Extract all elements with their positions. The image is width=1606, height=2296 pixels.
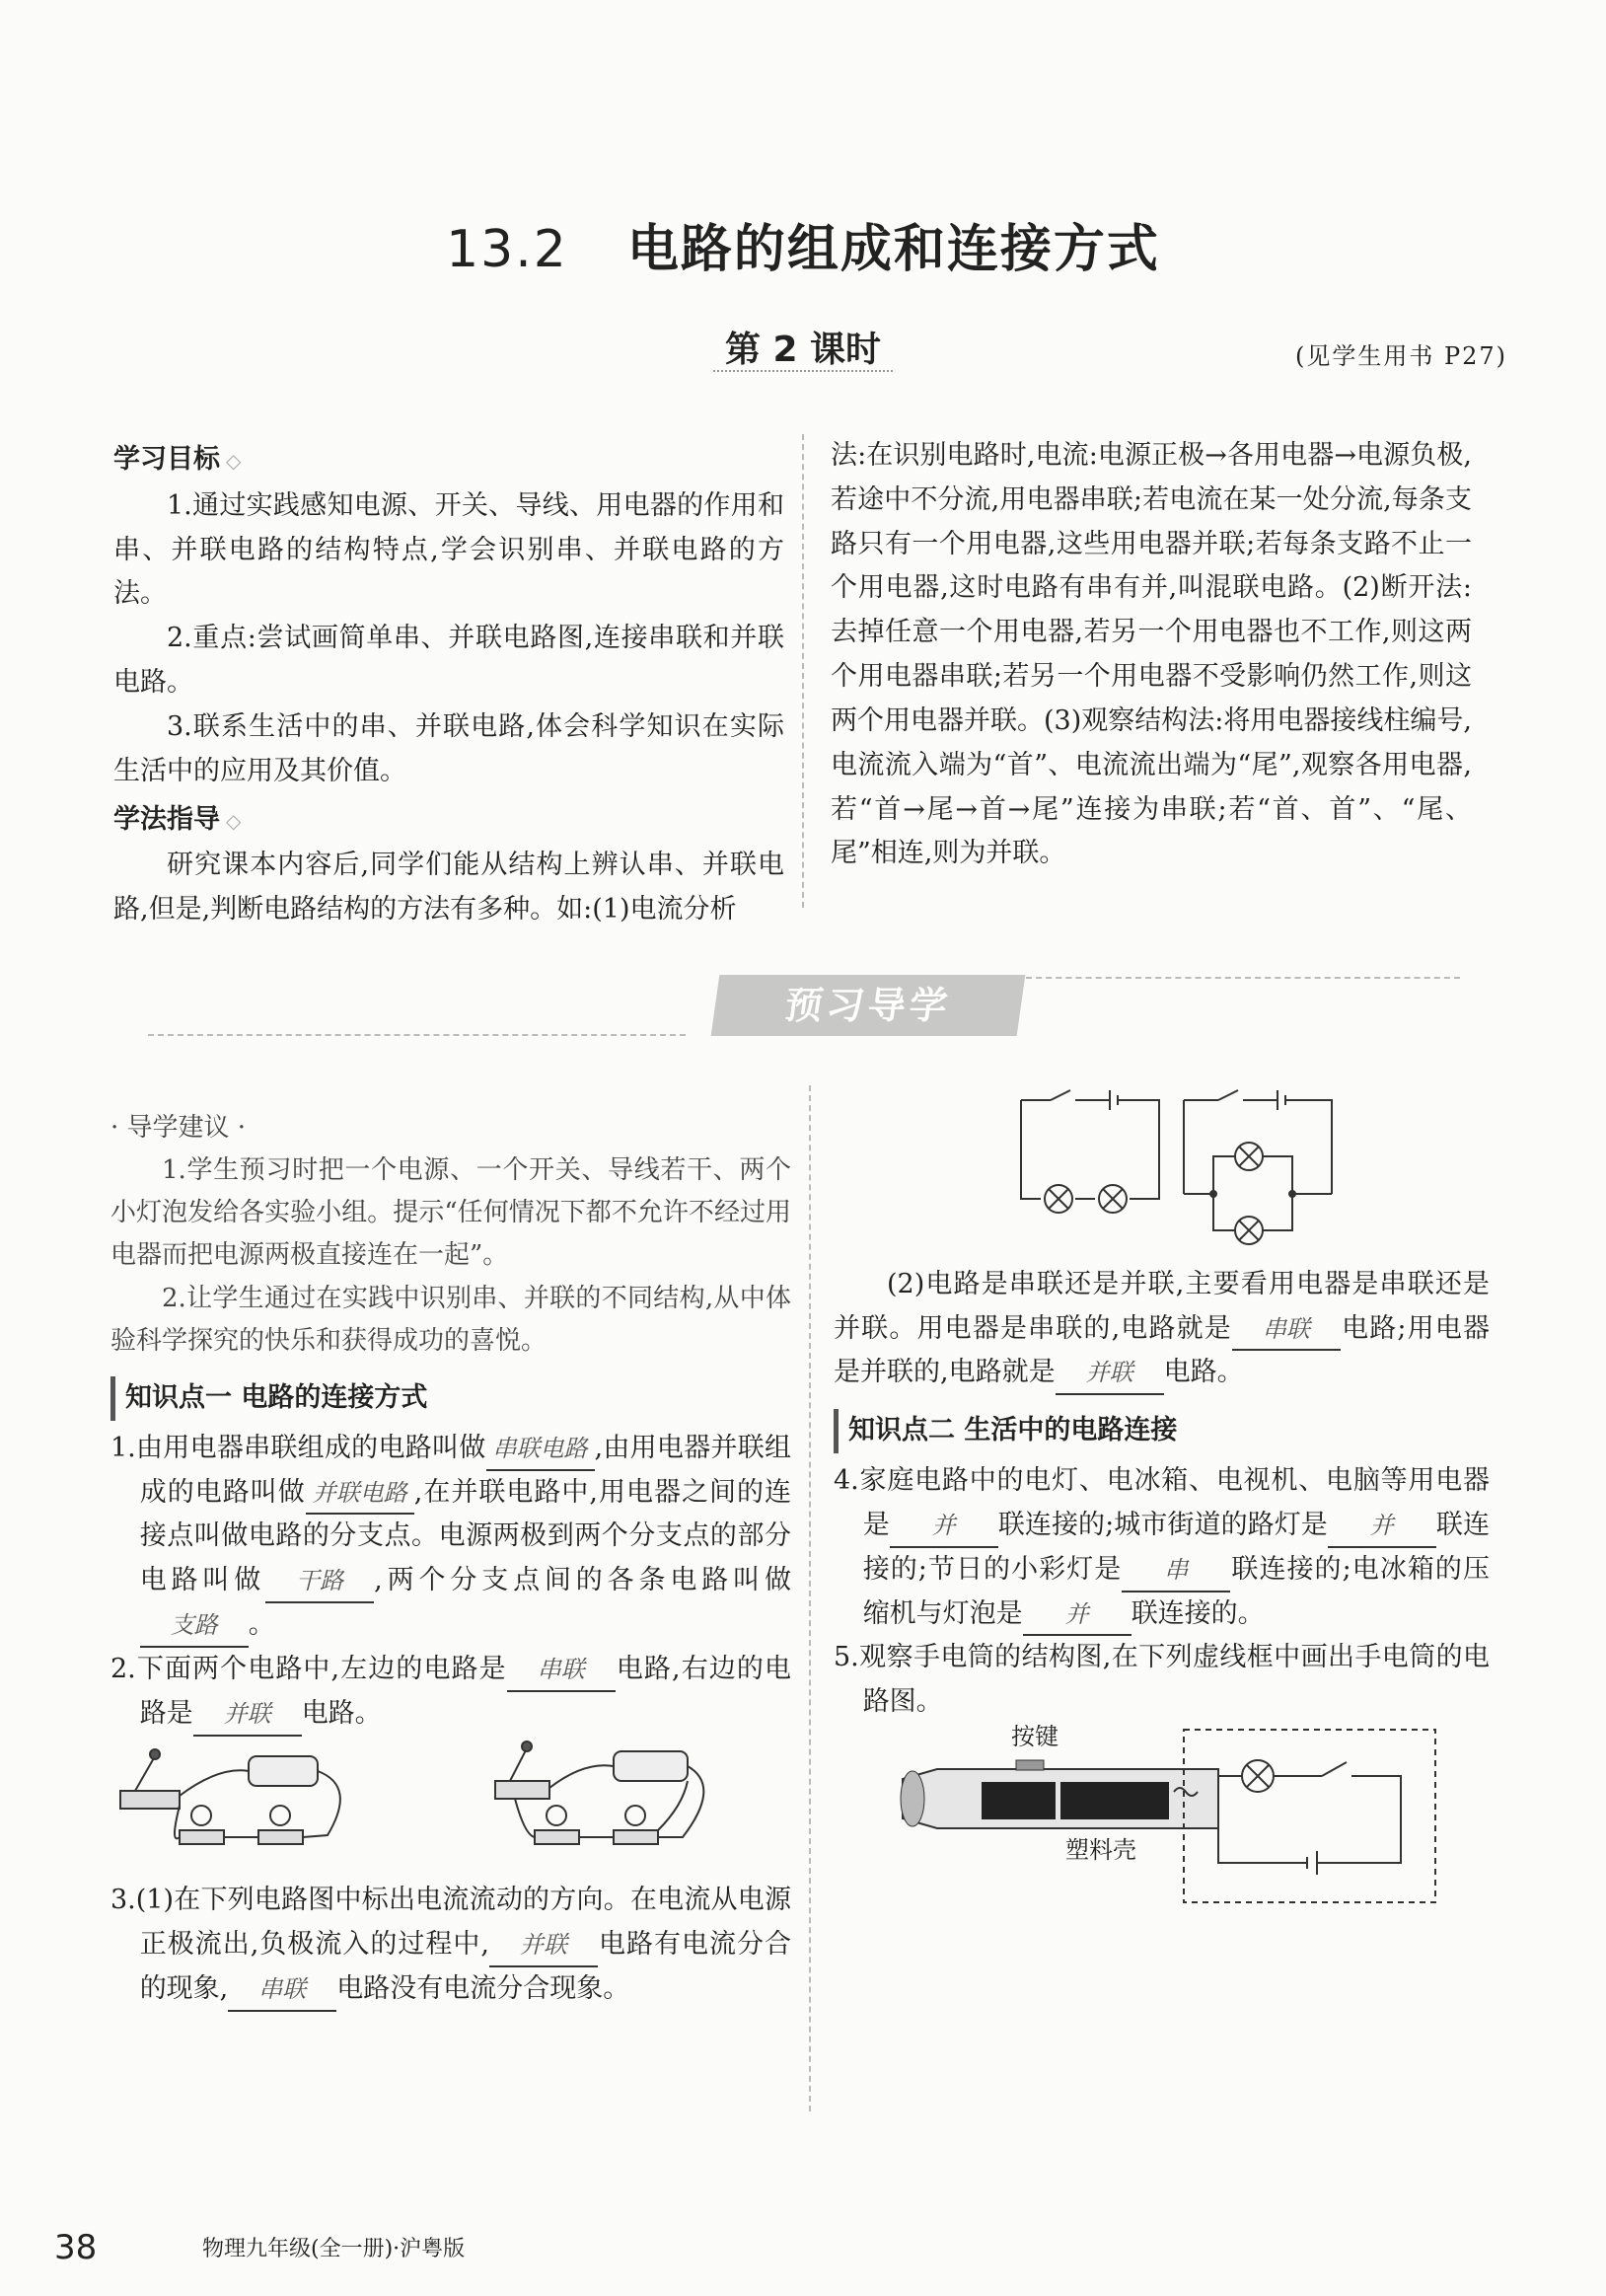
guide-item: 1.学生预习时把一个电源、一个开关、导线若干、两个小灯泡发给各实验小组。提示“任何情况下都不允许不经过用电器而把电源两极直接连在一起”。 (110, 1155, 791, 1271)
section-number: 13.2 (446, 220, 568, 279)
answer-blank[interactable]: 串联 (507, 1651, 616, 1692)
objective-item: 1.通过实践感知电源、开关、导线、用电器的作用和串、并联电路的结构特点,学会识别串、并联电路的方法。 (113, 489, 784, 610)
answer-blank[interactable]: 串联电路 (486, 1430, 595, 1471)
guide-item: 2.让学生通过在实践中识别串、并联的不同结构,从中体验科学探究的快乐和获得成功的喜悦。 (110, 1283, 791, 1356)
question-4: 4.家庭电路中的电灯、电冰箱、电视机、电脑等用电器是 并 联连接的;城市街道的路灯是 并 联连接的;节日的小彩灯是 串 联连接的;电冰箱的压缩机与灯泡是 并 联连接的。 (834, 1459, 1490, 1636)
answer-blank[interactable]: 支路 (140, 1606, 249, 1648)
column-divider (802, 434, 804, 908)
physical-circuits-figure (110, 1737, 791, 1865)
guide-box (110, 1107, 791, 1363)
knowledge-point-2-heading: 知识点二 生活中的电路连接 (834, 1409, 1490, 1453)
series-circuit-diagram (1021, 1090, 1159, 1213)
answer-blank[interactable]: 并 (1023, 1595, 1132, 1637)
question-3-part-2: (2)电路是串联还是并联,主要看用电器是串联还是并联。用电器是串联的,电路就是 串联 电路;用电器是并联的,电路就是 并联 电路。 (834, 1263, 1490, 1395)
objective-item: 3.联系生活中的串、并联电路,体会科学知识在实际生活中的应用及其价值。 (113, 710, 784, 786)
objectives-column (113, 434, 784, 932)
key-label: 按键 (1011, 1725, 1058, 1751)
method-text-right: 法:在识别电路时,电流:电源正极→各用电器→电源负极,若途中不分流,用电器串联;若电流在某一处分流,每条支路只有一个用电器,这些用电器并联;若每条支路不止一个用电器,这时电路有串有并,叫混联电路。(2)断开法:去掉任意一个用电器,若另一个用电器也不工作,则这两个用电器串联;若另一个用电器不受影响仍然工作,则这两个用电器并联。(3)观察结构法:将用电器接线柱编号,电流流入端为“首”、电流流出端为“尾”,观察各用电器,若“首→尾→首→尾”连接为串联;若“首、首”、“尾、尾”相连,则为并联。 (831, 440, 1472, 869)
answer-blank[interactable]: 串联 (228, 1970, 336, 2012)
section-title (0, 207, 1606, 292)
question-5: 5.观察手电筒的结构图,在下列虚线框中画出手电筒的电路图。 (834, 1642, 1490, 1718)
lower-right-column (834, 1085, 1490, 1927)
question-3: 3.(1)在下列电路图中标出电流流动的方向。在电流从电源正极流出,负极流入的过程中, 并联 电路有电流分合的现象, 串联 电路没有电流分合现象。 (110, 1879, 791, 2011)
circuit-diagrams-figure (834, 1085, 1490, 1248)
answer-blank[interactable]: 串 (1122, 1551, 1230, 1592)
answer-blank[interactable]: 并联 (489, 1926, 598, 1967)
answer-blank[interactable]: 并 (1328, 1507, 1436, 1548)
lesson-text: 第 2 课时 (713, 330, 893, 372)
diamond-icon: ◇ (226, 808, 242, 833)
flashlight-figure (834, 1725, 1490, 1912)
parallel-circuit-diagram (1184, 1090, 1332, 1244)
question-1: 1.由用电器串联组成的电路叫做 串联电路 ,由用电器并联组成的电路叫做 并联电路 ,在并联电路中,用电器之间的连接点叫做电路的分支点。电源两极到两个分支点的部分电路叫做 干路 ,两个分支点间的各条电路叫做支路 。 (110, 1427, 791, 1648)
reference-note: (见学生用书 P27) (1294, 342, 1507, 370)
flashlight-circuit-diagram (1184, 1730, 1435, 1902)
method-column (831, 434, 1472, 876)
method-heading: 学法指导 ◇ (113, 803, 242, 835)
parallel-circuit-figure (495, 1741, 703, 1844)
banner-rule-left (148, 1034, 686, 1036)
answer-blank[interactable]: 干路 (265, 1562, 374, 1603)
preview-banner: 预习导学 (711, 975, 1026, 1036)
objectives-heading: 学习目标 ◇ (113, 444, 242, 475)
section-title-text: 电路的组成和连接方式 (626, 220, 1160, 279)
flashlight-structure (901, 1725, 1218, 1864)
series-circuit-figure (120, 1749, 340, 1844)
answer-blank[interactable]: 并联 (1056, 1354, 1164, 1395)
shell-label: 塑料壳 (1065, 1836, 1136, 1865)
answer-blank[interactable]: 并联 (193, 1695, 302, 1737)
book-title: 物理九年级(全一册)·沪粤版 (202, 2237, 466, 2261)
answer-blank[interactable]: 并联电路 (306, 1474, 414, 1516)
answer-blank[interactable]: 并 (890, 1507, 998, 1548)
guide-heading: · 导学建议 · (110, 1113, 247, 1143)
question-2: 2.下面两个电路中,左边的电路是 串联 电路,右边的电路是 并联 电路。 (110, 1648, 791, 1737)
answer-blank[interactable]: 串联 (1232, 1310, 1341, 1352)
method-text-left: 研究课本内容后,同学们能从结构上辨认串、并联电路,但是,判断电路结构的方法有多种。如:(1)电流分析 (113, 850, 784, 926)
lower-left-column (110, 1107, 791, 2012)
banner-rule-right (1026, 977, 1460, 979)
knowledge-point-1-heading: 知识点一 电路的连接方式 (110, 1376, 791, 1421)
page-number: 38 (54, 2228, 98, 2267)
objective-item: 2.重点:尝试画简单串、并联电路图,连接串联和并联电路。 (113, 623, 784, 699)
diamond-icon: ◇ (226, 449, 242, 473)
column-divider (809, 1085, 811, 2111)
